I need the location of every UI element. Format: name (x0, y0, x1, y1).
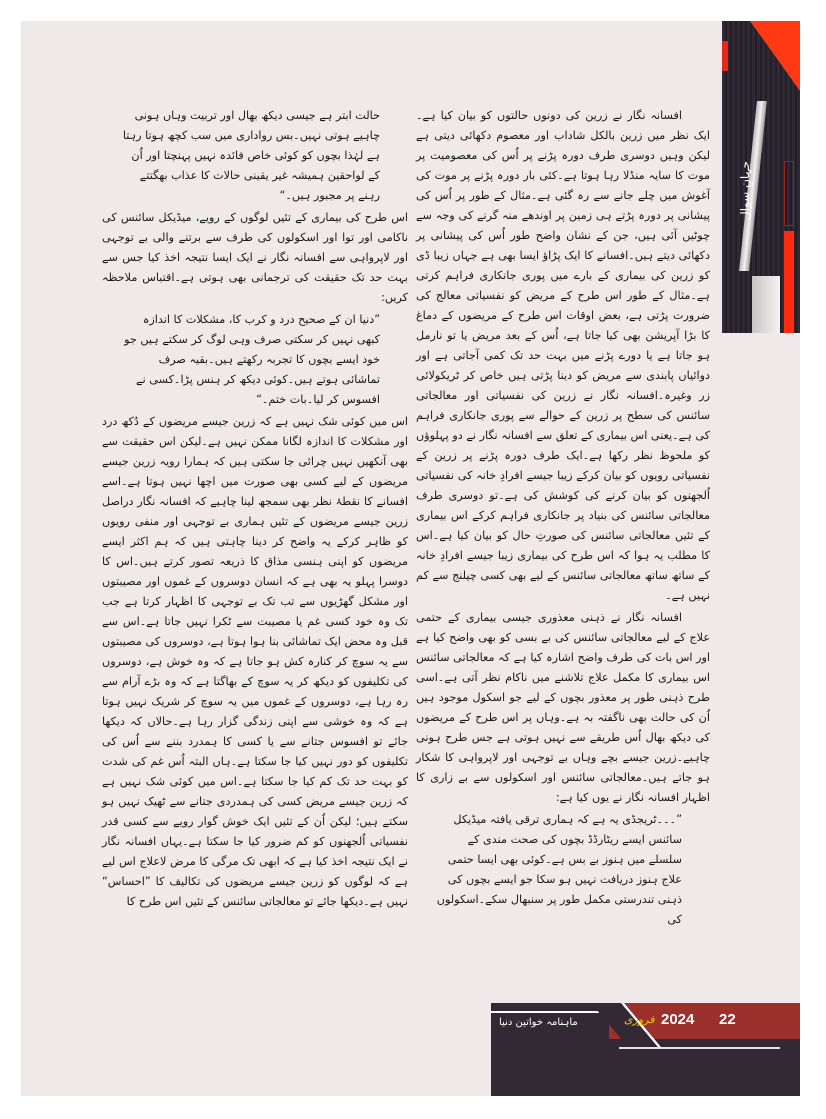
banner-silver-block (752, 276, 780, 333)
article-column-right (416, 106, 710, 932)
banner-red-bar (784, 231, 794, 333)
magazine-name: ماہنامہ خواتین دنیا (499, 1017, 578, 1028)
paragraph: اس میں کوئی شک نہیں ہے کہ زرین جیسے مریضوں کے دُکھ درد اور مشکلات کا اندازہ لگانا ممکن نہیں ہے۔لیکن اس حقیقت سے بھی آنکھیں نہیں چرائی جا سکتی ہیں کہ ہمارا رویہ زرین جیسے مریضوں کے لیے کسی بھی صورت میں اچھا نہیں ہوتا ہے۔اسے افسانے کا نقطۂ نظر بھی سمجھ لینا چاہیے کہ افسانہ نگار دراصل زرین جیسے مریضوں کے تئیں ہماری بے توجہی اور منفی رویوں کو ظاہر کرکے یہ واضح کر دینا چاہتی ہیں کہ ہم اکثر ایسے مریضوں کو اپنی ہنسی مذاق کا ذریعہ تصور کرتے ہیں۔اس کا دوسرا پہلو یہ بھی ہے کہ انسان دوسروں کے غموں اور مصیبتوں اور مشکل گھڑیوں سے تب تک بے توجہی کا اظہار کرتا ہے جب تک وہ خود کسی غم یا مصیبت سے ٹکرا نہیں جاتا ہے۔اس سے قبل وہ محض ایک تماشائی بنا ہوا ہوتا ہے، دوسروں کی مصیبتوں سے یہ سوچ کر کنارہ کش ہو جاتا ہے کہ وہ خوش ہے، دوسروں کی تکلیفوں کو دیکھ کر یہ سوچ کے بھاگتا ہے کہ وہ بڑے آرام سے رہ رہا ہے، دوسروں کے غموں میں یہ سوچ کر شریک نہیں ہوتا ہے کہ وہ خوشی سے اپنی زندگی گزار رہا ہے۔حالاں کہ دیکھا جائے تو افسوس جتانے سے یا کسی کا ہمدرد بننے سے اُس کی تکلیفوں کو دور نہیں کیا جا سکتا ہے۔ہاں البتہ اُس غم کی شدت کو بہت حد تک کم کیا جا سکتا ہے۔اس میں کوئی شک نہیں ہے کہ زرین جیسے مریض کسی کی ہمدردی جتانے سے ٹھیک نہیں ہو سکتے ہیں؛ لیکن اُن کے تئیں ایک خوش گوار رویے سے کسی قدر نفسیاتی اُلجھنوں کو کم ضرور کیا جا سکتا ہے۔یہاں افسانہ نگار نے ایک نتیجہ اخذ کیا ہے کہ ابھی تک مرگی کا مرض لاعلاج اس لیے ہے کہ لوگوں کو زرین جیسے مریضوں کی تکالیف کا ”احساس“ نہیں ہے۔دیکھا جائے تو معالجاتی سائنس کے تئیں اس طرح کا (102, 415, 408, 908)
banner-red-outline (784, 161, 794, 226)
footer-underline (619, 1047, 780, 1049)
section-title: جہانِ سوال (738, 160, 752, 220)
block-quote: ”۔۔۔ٹریجڈی یہ ہے کہ ہماری ترقی یافتہ میڈیکل سائنس ایسے ریٹارڈڈ بچوں کی صحت مندی کے سلسلے میں ہنوز بے بس ہے۔کوئی بھی ایسا حتمی علاج ہنوز دریافت نہیں ہو سکا جو ایسے بچوں کی ذہنی تندرستی مکمل طور پر سنبھال سکے۔اسکولوں کی (436, 813, 682, 926)
block-quote: ”دنیا ان کے صحیح درد و کرب کا، مشکلات کا اندازہ کبھی نہیں کر سکتی صرف وہی لوگ کر سکتے ہیں جو خود ایسے بچوں کا تجربہ رکھتے ہیں۔بقیہ صرف تماشائی ہوتے ہیں۔کوئی دیکھ کر ہنس پڑا۔کسی نے افسوس کر لیا۔بات ختم۔“ (124, 313, 380, 406)
page-number: 22 (719, 1011, 736, 1028)
issue-month: فروری (624, 1013, 655, 1026)
paragraph: افسانہ نگار نے زرین کی دونوں حالتوں کو بیان کیا ہے۔ایک نظر میں زرین بالکل شاداب اور معصوم دکھائی دیتی ہے لیکن وہیں دوسری طرف دورہ پڑنے پر اُس کی معصومیت پر موت کا سایہ منڈلا رہا ہوتا ہے۔کئی بار دورہ پڑنے پر موت کی آغوش میں چلے جانے سے رہ گئی ہے۔مثال کے طور پر اُس کی پیشانی پر دورہ پڑتے ہی زمین پر اوندھے منہ گرنے کی وجہ سے چوٹیں آئی ہیں، جن کے نشان واضح طور اُس کی پیشانی پر دکھائی دیتے ہیں۔افسانے کا ایک پڑاؤ ایسا بھی ہے جہاں زیبا ڈی کو زرین کی بیماری کے بارے میں پوری جانکاری فراہم کرتی ہے۔مثال کے طور اس طرح کے مریض کو نفسیاتی معالج کی ضرورت پڑتی ہے، بعض اوقات اس طرح کے مریضوں کے دماغ کا بڑا آپریشن بھی کیا جاتا ہے، اُس کے بعد مریض یا تو نارمل ہو جاتا ہے یا دورے پڑنے میں بہت حد تک کمی آجاتی ہے اور دوائیاں پابندی سے مریض کو دینا پڑتی ہیں خاص کر ٹریکولائی زر وغیرہ۔افسانہ نگار نے زرین کی نفسیاتی اور معالجاتی سائنس کی سطح پر زرین کے حوالے سے پوری جانکاری فراہم کی ہے۔یعنی اس بیماری کے تعلق سے افسانہ نگار نے دو پہلوؤں کو ملحوظ نظر رکھا ہے۔ایک طرف دورہ پڑنے پر زرین کے نفسیاتی رویوں کو بیان کرکے زیبا جیسے افرادِ خانہ کی نفسیاتی اُلجھنوں کو بیان کرنے کی کوشش کی ہے۔تو دوسری طرف معالجاتی سائنس کی بنیاد پر جانکاری فراہم کرکے اس بیماری کے تئیں معالجاتی سائنس کی صورتِ حال کو بیان کیا ہے۔اس کا مطلب یہ ہوا کہ اس طرح کی بیماری زیبا جیسے افرادِ خانہ کے ساتھ ساتھ معالجاتی سائنس کے لیے بھی کسی چیلنج سے کم نہیں ہے۔ (416, 109, 710, 602)
footer-divider (491, 1011, 599, 1013)
issue-year: 2024 (661, 1011, 695, 1028)
banner-red-accent (722, 41, 728, 71)
article-column-left (102, 106, 408, 914)
paragraph: اس طرح کی بیماری کے تئیں لوگوں کے رویے، میڈیکل سائنس کی ناکامی اور توا اور اسکولوں کی طرف سے برتنے والی بے توجہی اور لاپرواہی سے افسانہ نگار نے ایک ایسا نتیجہ اخذ کیا جس سے بہت حد تک حقیقت کی ترجمانی بھی ہوتی ہے۔اقتباس ملاحظہ کریں: (102, 211, 408, 304)
banner-red-corner (750, 21, 800, 91)
paragraph: افسانہ نگار نے ذہنی معذوری جیسی بیماری کے حتمی علاج کے لیے معالجاتی سائنس کی بے بسی کو بھی واضح کیا ہے اور اس بات کی طرف واضح اشارہ کیا ہے کہ معالجاتی سائنس اس بیماری کا مکمل علاج تلاشنے میں ناکام نظر آتی ہے۔اسی طرح ذہنی طور پر معذور بچوں کے لیے جو اسکول موجود ہیں اُن کی حالت بھی ناگفتہ بہ ہے۔وہاں پر اس طرح کے مریضوں کی دیکھ بھال اُس طریقے سے نہیں ہوتی ہے جس طرح ہونی چاہیے۔زرین جیسے بچے وہاں بے توجہی اور لاپرواہی کا شکار ہو جاتے ہیں۔معالجاتی سائنس اور اسکولوں سے بے زاری کا اظہار افسانہ نگار نے یوں کیا ہے: (416, 611, 710, 804)
block-quote-continued: حالت ابتر ہے جیسی دیکھ بھال اور تربیت وہاں ہونی چاہیے ہوتی نہیں۔بس رواداری میں سب کچھ ہوتا رہتا ہے لہٰذا بچوں کو کوئی خاص فائدہ نہیں پہنچتا اور اُن کے لواحقین ہمیشہ غیر یقینی حالات کا عذاب بھگتتے رہنے پر مجبور ہیں۔“ (122, 109, 380, 202)
page-footer (491, 1003, 800, 1096)
